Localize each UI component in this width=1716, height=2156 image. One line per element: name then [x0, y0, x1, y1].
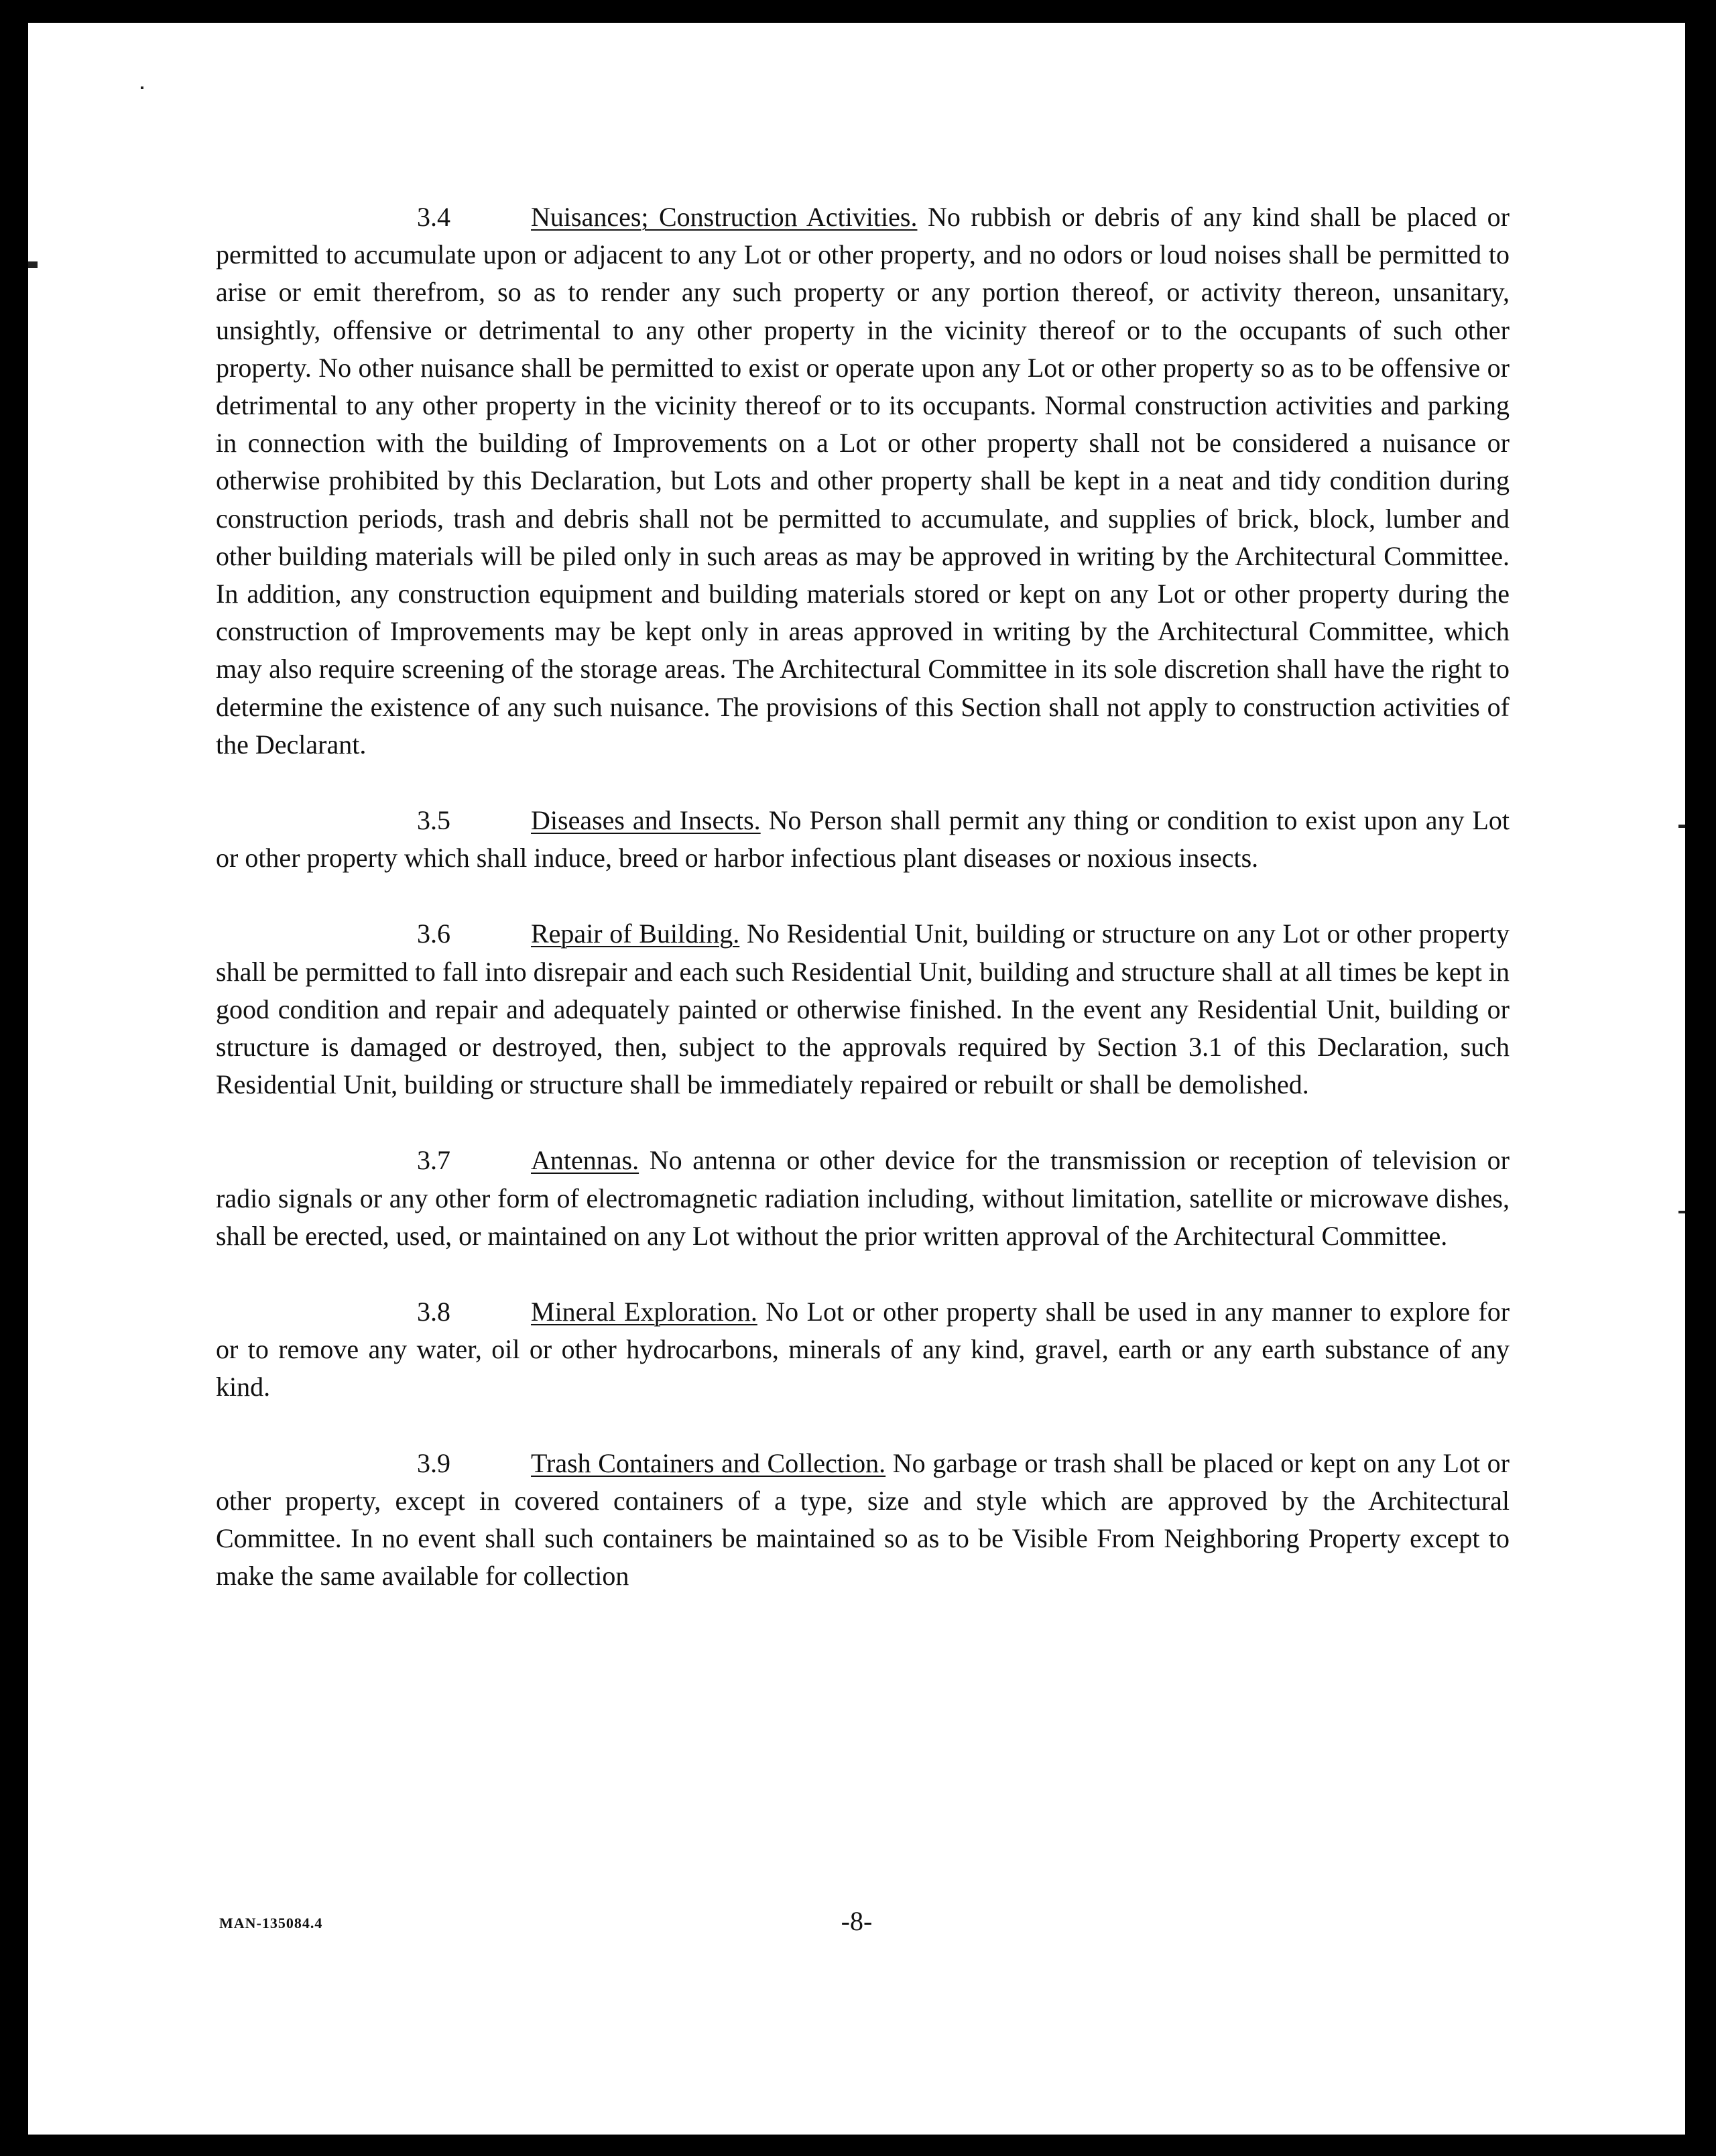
section-heading: Repair of Building. — [531, 918, 740, 949]
section-3-8 — [216, 1293, 1510, 1406]
section-heading: Diseases and Insects. — [531, 805, 761, 836]
section-number: 3.7 — [417, 1145, 450, 1176]
section-3-7 — [216, 1142, 1510, 1255]
page-number: -8- — [841, 1906, 873, 1936]
section-heading: Antennas. — [531, 1145, 639, 1176]
section-heading: Trash Containers and Collection. — [531, 1447, 886, 1478]
section-heading: Mineral Exploration. — [531, 1297, 757, 1327]
scan-speck — [141, 86, 143, 89]
section-number: 3.5 — [417, 805, 450, 836]
scan-speck — [28, 261, 38, 268]
scan-speck — [1678, 825, 1685, 828]
section-text: No Lot or other property shall be used in any manner to explore for or to remove any water, oil or other hydrocarbons, minerals of any kind, gravel, earth or any earth substance of any kind. — [216, 1297, 1510, 1402]
section-number: 3.9 — [417, 1447, 450, 1478]
section-3-6 — [216, 915, 1510, 1103]
section-number: 3.8 — [417, 1297, 450, 1327]
section-3-4 — [216, 198, 1510, 764]
section-text: No garbage or trash shall be placed or kept on any Lot or other property, except in covered containers of a type, size and style which are approved by the Architectural Committee. In no event shall such containers be maintained so as to be Visible From Neighboring Property except to make the same available for collection — [216, 1447, 1510, 1592]
section-text: No Person shall permit any thing or condition to exist upon any Lot or other property which shall induce, breed or harbor infectious plant diseases or noxious insects. — [216, 805, 1510, 874]
scan-speck — [1678, 1211, 1685, 1213]
section-number: 3.6 — [417, 918, 450, 949]
section-3-9 — [216, 1445, 1510, 1596]
section-heading: Nuisances; Construction Activities. — [531, 202, 918, 232]
section-text: No rubbish or debris of any kind shall be placed or permitted to accumulate upon or adjacent to any Lot or other property, and no odors or loud noises shall be permitted to arise or emit therefrom, so as to render any such property or any portion thereof, or activity thereon, unsanitary, unsightly, offensive or detrimental to any other property in the vicinity thereof or to the occupants of such other property. No other nuisance shall be permitted to exist or operate upon any Lot or other property so as to be offensive or detrimental to any other property in the vicinity thereof or to its occupants. Normal construction activities and parking in connection with the building of Improvements on a Lot or other property shall not be considered a nuisance or otherwise prohibited by this Declaration, but Lots and other property shall be kept in a neat and tidy condition during construction periods, trash and debris shall not be permitted to accumulate, and supplies of brick, block, lumber and other building materials will be piled only in such areas as may be approved in writing by the Architectural Committee. In addition, any construction equipment and building materials stored or kept on any Lot or other property during the construction of Improvements may be kept only in areas approved in writing by the Architectural Committee, which may also require screening of the storage areas. The Architectural Committee in its sole discretion shall have the right to determine the existence of any such nuisance. The provisions of this Section shall not apply to construction activities of the Declarant. — [216, 202, 1510, 760]
document-body — [216, 198, 1510, 1634]
section-3-5 — [216, 802, 1510, 877]
section-text: No Residential Unit, building or structure on any Lot or other property shall be permitted to fall into disrepair and each such Residential Unit, building and structure shall at all times be kept in good condition and repair and adequately painted or otherwise finished. In the event any Residential Unit, building or structure is damaged or destroyed, then, subject to the approvals required by Section 3.1 of this Declaration, such Residential Unit, building or structure shall be immediately repaired or rebuilt or shall be demolished. — [216, 918, 1510, 1100]
section-text: No antenna or other device for the transmission or reception of television or radio signals or any other form of electromagnetic radiation including, without limitation, satellite or microwave dishes, shall be erected, used, or maintained on any Lot without the prior written approval of the Architectural Committee. — [216, 1145, 1510, 1251]
document-page — [28, 23, 1685, 2135]
section-number: 3.4 — [417, 202, 450, 232]
document-code: MAN-135084.4 — [219, 1915, 323, 1931]
